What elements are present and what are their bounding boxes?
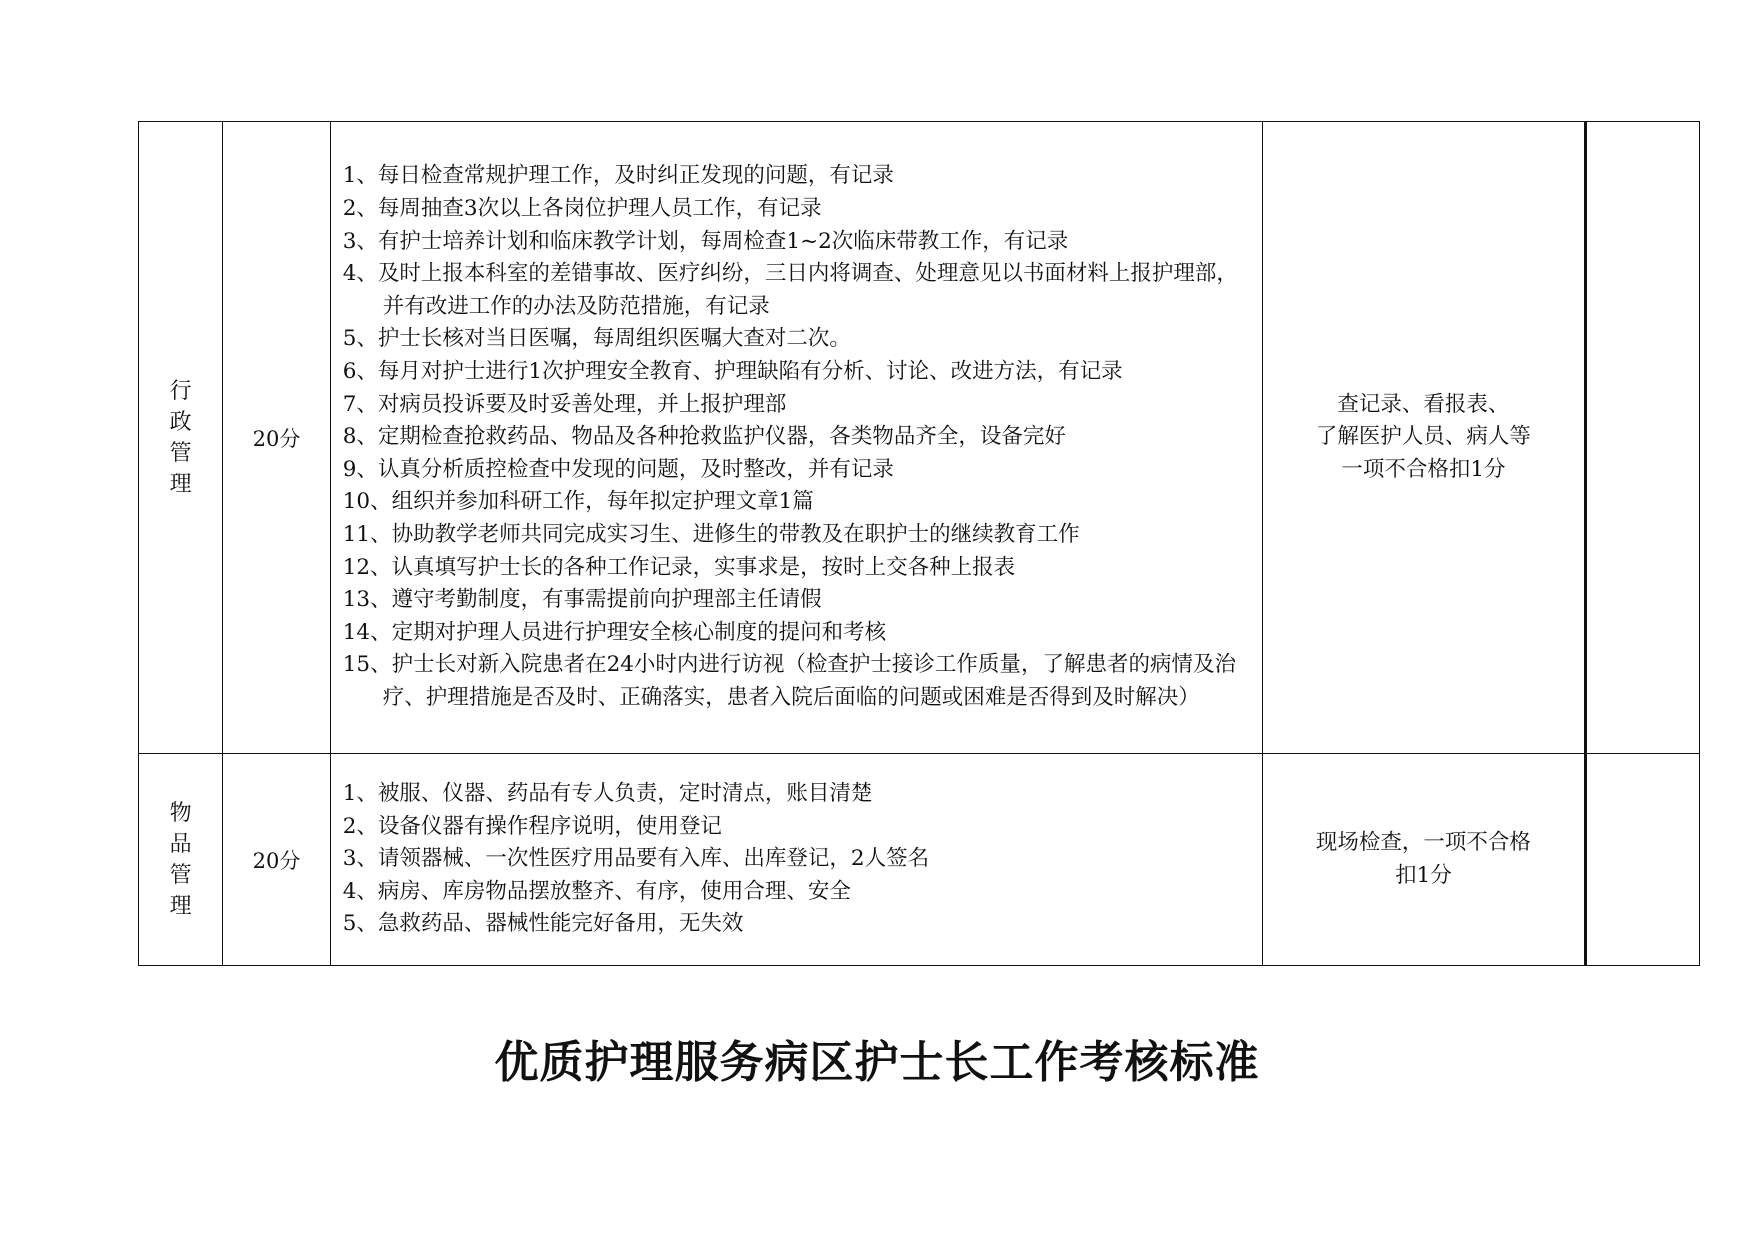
method-text xyxy=(1263,389,1583,487)
criteria-item: 5、急救药品、器械性能完好备用，无失效 xyxy=(342,911,744,937)
criteria-item: 9、认真分析质控检查中发现的问题，及时整改，并有记录 xyxy=(342,456,894,482)
criteria-item: 5、护士长核对当日医嘱，每周组织医嘱大查对二次。 xyxy=(342,326,851,352)
criteria-item: 8、定期检查抢救药品、物品及各种抢救监护仪器，各类物品齐全，设备完好 xyxy=(342,424,1066,450)
criteria-item: 11、协助教学老师共同完成实习生、进修生的带教及在职护士的继续教育工作 xyxy=(342,521,1080,547)
method-line: 查记录、看报表、 xyxy=(1337,391,1510,417)
criteria-item: 15、护士长对新入院患者在24小时内进行访视（检查护士接诊工作质量，了解患者的病情及治疗、护理措施是否及时、正确落实，患者入院后面临的问题或困难是否得到及时解决） xyxy=(342,652,1236,710)
criteria-item: 14、定期对护理人员进行护理安全核心制度的提问和考核 xyxy=(342,619,887,645)
criteria-item: 13、遵守考勤制度，有事需提前向护理部主任请假 xyxy=(342,587,822,613)
category-cell xyxy=(139,122,223,754)
table-row-goods-management xyxy=(139,754,1700,966)
criteria-item: 12、认真填写护士长的各种工作记录，实事求是，按时上交各种上报表 xyxy=(342,554,1016,580)
table-row-admin-management xyxy=(139,122,1700,754)
document-title: 优质护理服务病区护士长工作考核标准 xyxy=(494,1037,1260,1088)
score-value: 20分 xyxy=(252,426,301,451)
method-text xyxy=(1263,827,1583,892)
criteria-item: 4、病房、库房物品摆放整齐、有序，使用合理、安全 xyxy=(342,878,851,904)
blank-score-cell xyxy=(1585,754,1699,966)
criteria-item: 1、被服、仪器、药品有专人负责，定时清点，账目清楚 xyxy=(342,781,873,807)
criteria-cell xyxy=(330,754,1263,966)
criteria-item: 2、设备仪器有操作程序说明，使用登记 xyxy=(342,813,722,839)
criteria-list xyxy=(331,778,1263,941)
score-value: 20分 xyxy=(252,848,301,873)
criteria-item: 6、每月对护士进行1次护理安全教育、护理缺陷有分析、讨论、改进方法，有记录 xyxy=(342,359,1123,385)
method-line: 扣1分 xyxy=(1395,862,1452,888)
criteria-item: 2、每周抽查3次以上各岗位护理人员工作，有记录 xyxy=(342,196,822,222)
criteria-item: 3、请领器械、一次性医疗用品要有入库、出库登记，2人签名 xyxy=(342,846,930,872)
method-line: 一项不合格扣1分 xyxy=(1341,456,1506,482)
criteria-item: 7、对病员投诉要及时妥善处理，并上报护理部 xyxy=(342,391,787,417)
method-line: 现场检查，一项不合格 xyxy=(1315,829,1531,855)
criteria-item: 4、及时上报本科室的差错事故、医疗纠纷，三日内将调查、处理意见以书面材料上报护理部，并有改进工作的办法及防范措施，有记录 xyxy=(342,261,1238,319)
criteria-list xyxy=(331,160,1263,714)
criteria-item: 1、每日检查常规护理工作，及时纠正发现的问题，有记录 xyxy=(342,163,894,189)
category-label: 行政管理 xyxy=(169,378,192,497)
criteria-item: 10、组织并参加科研工作，每年拟定护理文章1篇 xyxy=(342,489,814,515)
score-cell xyxy=(223,754,330,966)
score-cell xyxy=(223,122,330,754)
method-cell xyxy=(1263,754,1585,966)
method-line: 了解医护人员、病人等 xyxy=(1315,424,1531,450)
criteria-cell xyxy=(330,122,1263,754)
category-label: 物品管理 xyxy=(169,800,192,919)
method-cell xyxy=(1263,122,1585,754)
assessment-table xyxy=(138,121,1700,966)
blank-score-cell xyxy=(1585,122,1699,754)
criteria-item: 3、有护士培养计划和临床教学计划，每周检查1~2次临床带教工作，有记录 xyxy=(342,228,1069,254)
category-cell xyxy=(139,754,223,966)
